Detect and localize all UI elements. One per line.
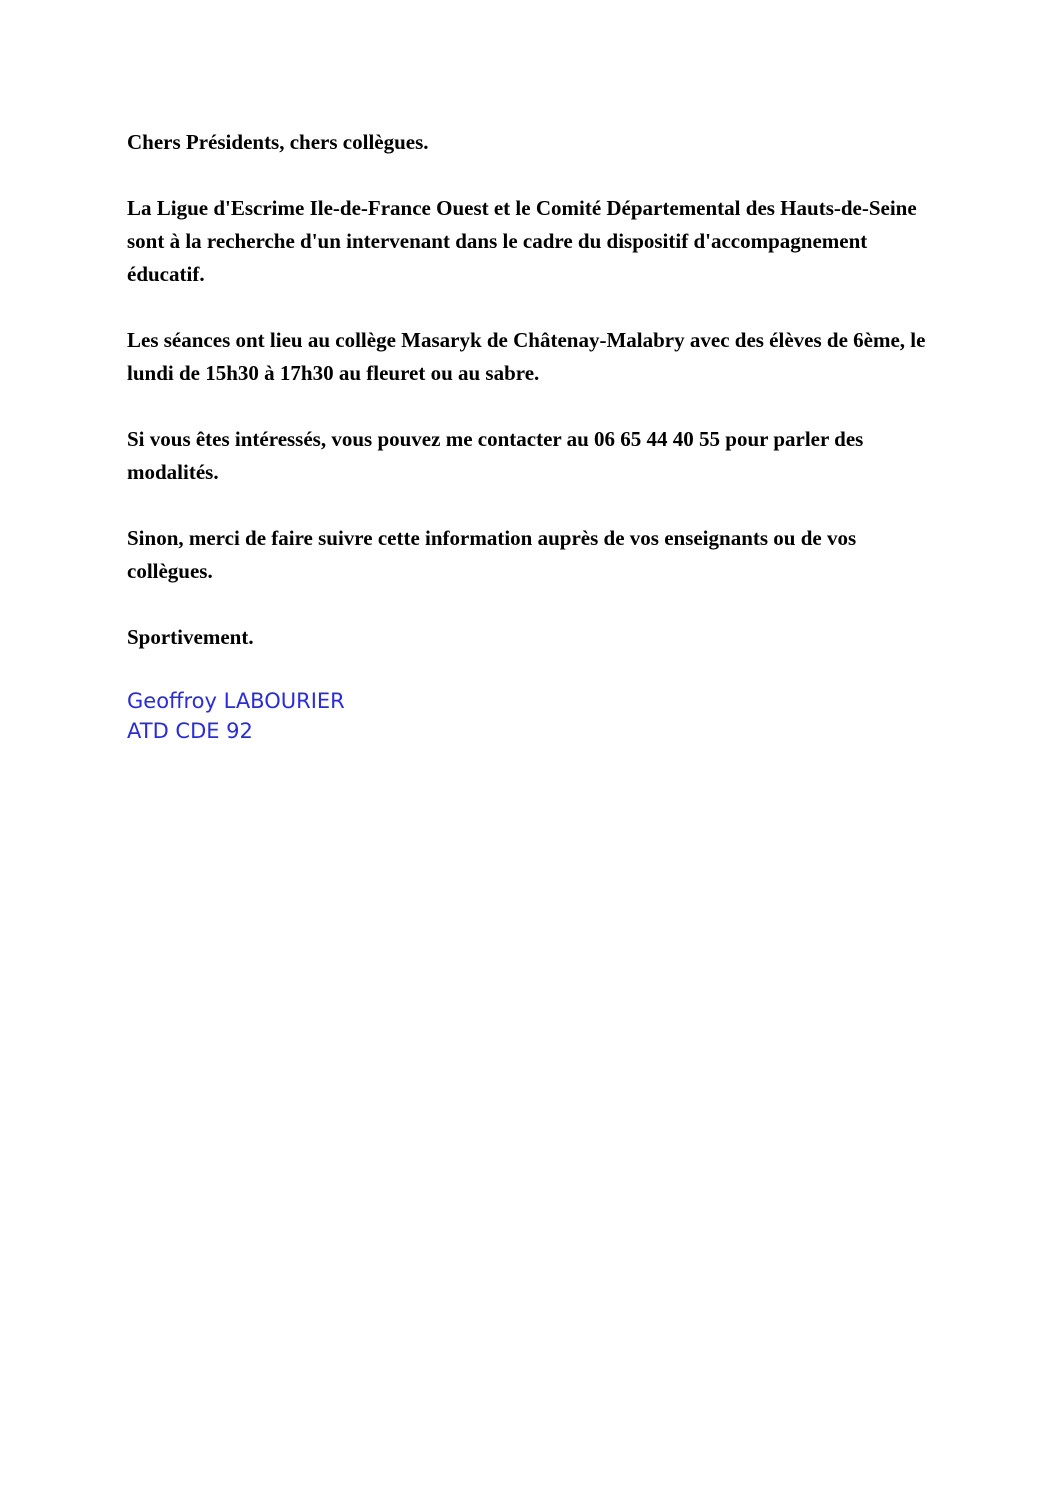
paragraph-recruitment: La Ligue d'Escrime Ile-de-France Ouest et le Comité Départemental des Hauts-de-Seine sont à la recherche d'un intervenant dans le cadre du dispositif d'accompagnement éducatif.: [127, 196, 917, 286]
letter-body: [127, 126, 937, 687]
closing: Sportivement.: [127, 625, 254, 649]
paragraph-forward: Sinon, merci de faire suivre cette information auprès de vos enseignants ou de vos collègues.: [127, 526, 857, 583]
paragraph-contact: Si vous êtes intéressés, vous pouvez me contacter au 06 65 44 40 55 pour parler des modalités.: [127, 427, 864, 484]
signature-title: ATD CDE 92: [127, 719, 253, 743]
paragraph-sessions: Les séances ont lieu au collège Masaryk de Châtenay-Malabry avec des élèves de 6ème, le lundi de 15h30 à 17h30 au fleuret ou au sabre.: [127, 328, 926, 385]
signature-name: Geoffroy LABOURIER: [127, 689, 345, 713]
greeting: Chers Présidents, chers collègues.: [127, 130, 429, 154]
signature-block: [127, 686, 345, 746]
